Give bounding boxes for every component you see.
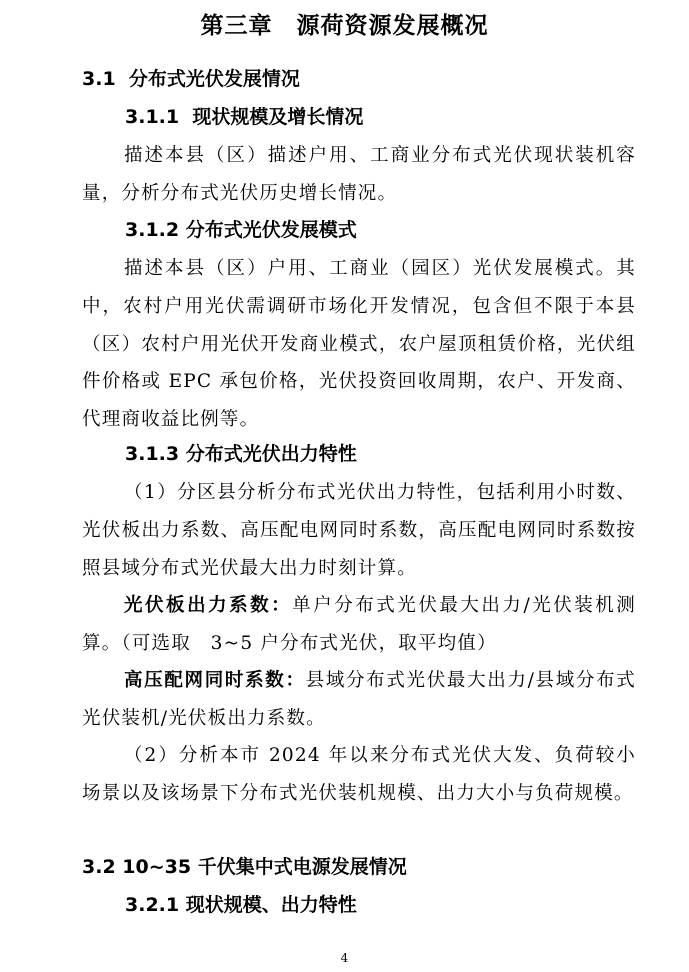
definition-text: 单户分布式光伏最大出力/光伏装机测算。（可选取 3~5 户分布式光伏，取平均值） [82, 595, 636, 654]
paragraph-3-1-1: 描述本县（区）描述户用、工商业分布式光伏现状装机容量，分析分布式光伏历史增长情况。 [82, 145, 636, 204]
definition-text: 县域分布式光伏最大出力/县域分布式光伏装机/光伏板出力系数。 [82, 670, 636, 729]
definition-pv-panel-output-coefficient [82, 587, 636, 663]
page-number: 4 [340, 951, 349, 965]
section-heading-3-1: 3.1 分布式光伏发展情况 [82, 68, 300, 90]
subsection-heading-3-1-1: 3.1.1 现状规模及增长情况 [125, 106, 364, 128]
paragraph-3-1-2: 描述本县（区）户用、工商业（园区）光伏发展模式。其中，农村户用光伏需调研市场化开发情况，包含但不限于本县（区）农村户用光伏开发商业模式，农户屋顶租赁价格，光伏组件价格或 EPC 承包价格，光伏投资回收周期，农户、开发商、代理商收益比例等。 [82, 258, 636, 431]
paragraph-3-1-3-item-1: （1）分区县分析分布式光伏出力特性，包括利用小时数、光伏板出力系数、高压配电网同时系数，高压配电网同时系数按照县域分布式光伏最大出力时刻计算。 [82, 482, 636, 579]
definition-hv-grid-simultaneity-coefficient [82, 662, 636, 738]
subsection-heading-3-1-2: 3.1.2 分布式光伏发展模式 [125, 219, 357, 241]
subsection-heading-3-2-1: 3.2.1 现状规模、出力特性 [125, 894, 357, 916]
definition-term: 高压配网同时系数： [124, 670, 306, 691]
subsection-heading-3-1-3: 3.1.3 分布式光伏出力特性 [125, 443, 357, 465]
section-heading-3-2: 3.2 10~35 千伏集中式电源发展情况 [82, 856, 407, 878]
definition-term: 光伏板出力系数： [124, 595, 293, 616]
chapter-title: 第三章 源荷资源发展概况 [200, 13, 489, 39]
paragraph-3-1-3-item-2: （2）分析本市 2024 年以来分布式光伏大发、负荷较小场景以及该场景下分布式光伏装机规模、出力大小与负荷规模。 [82, 745, 636, 804]
